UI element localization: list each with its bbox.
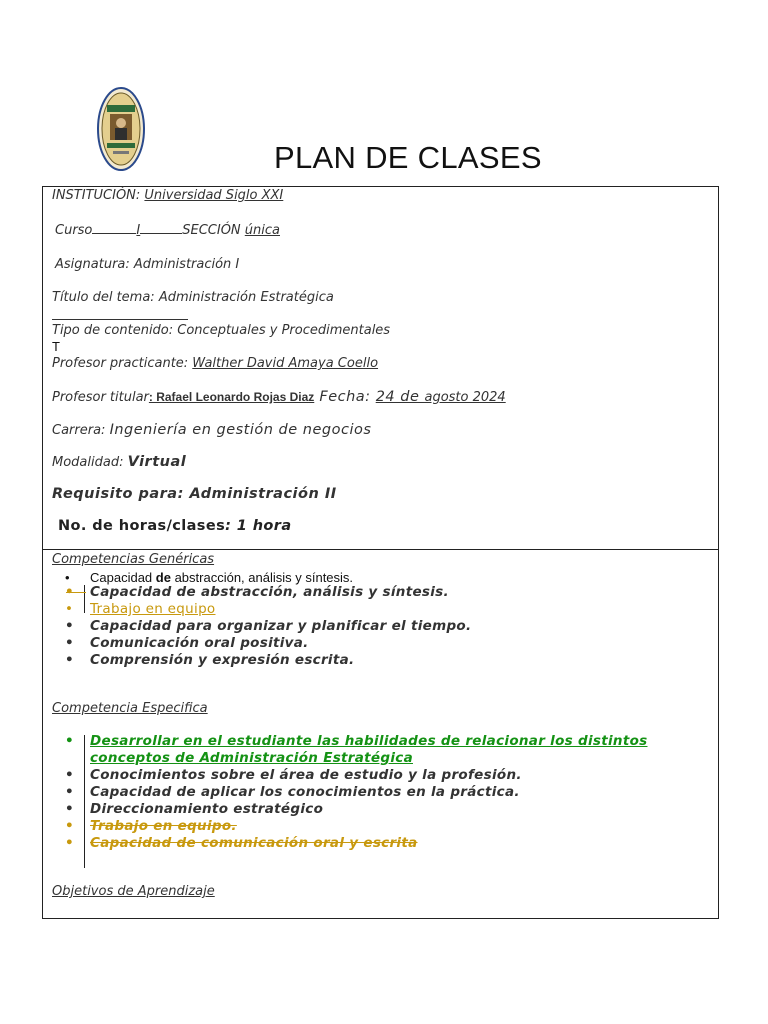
change-bar	[84, 735, 85, 868]
institucion-value: Universidad Siglo XXI	[144, 188, 284, 203]
list-item: • Conocimientos sobre el área de estudio y la profesión.	[65, 767, 522, 783]
curso-row	[55, 221, 280, 238]
fecha-month-year: agosto 2024	[424, 390, 506, 405]
list-item: • Direccionamiento estratégico	[65, 801, 324, 817]
curso-value: I	[136, 223, 141, 238]
list-item: • Capacidad de abstracción, análisis y síntesis.	[65, 584, 449, 600]
horas-value: : 1 hora	[225, 518, 292, 534]
list-item: • Capacidad de comunicación oral y escrita	[65, 835, 418, 851]
change-bar	[84, 585, 85, 613]
institucion-row	[52, 188, 283, 203]
profesor-practicante-label: Profesor practicante:	[52, 356, 193, 371]
fecha-label: Fecha:	[314, 389, 376, 405]
list-item: • Comunicación oral positiva.	[65, 635, 309, 651]
titulo-tema: Título del tema: Administración Estratégica	[52, 290, 334, 305]
horas-row	[58, 518, 292, 534]
table-divider	[42, 549, 719, 550]
modalidad-row	[52, 454, 186, 470]
competencia-especifica-heading: Competencia Especifica	[52, 701, 208, 716]
list-item: • Trabajo en equipo	[65, 601, 216, 617]
asignatura: Asignatura: Administración I	[55, 257, 240, 272]
competencia-especifica-list	[52, 733, 648, 852]
profesor-practicante-row	[52, 356, 378, 371]
profesor-titular-row	[52, 389, 506, 405]
page-title: PLAN DE CLASES	[274, 140, 542, 175]
carrera-label: Carrera:	[52, 423, 110, 438]
list-item: • Desarrollar en el estudiante las habilidades de relacionar los distintos conceptos de Administración Estratégica	[65, 733, 648, 766]
objetivos-heading: Objetivos de Aprendizaje	[52, 884, 215, 899]
institucion-label: INSTITUCIÓN:	[52, 188, 145, 203]
fecha-day: 24 de	[375, 389, 425, 405]
modalidad-label: Modalidad:	[52, 455, 128, 470]
profesor-titular-value: : Rafael Leonardo Rojas Diaz	[148, 390, 315, 404]
stray-letter: T	[52, 339, 60, 354]
seccion-value: única	[244, 223, 280, 238]
university-seal-icon	[97, 87, 145, 171]
curso-label: Curso	[55, 223, 93, 238]
list-item: • Trabajo en equipo.	[65, 818, 237, 834]
profesor-titular-label: Profesor titular	[52, 390, 149, 405]
requisito: Requisito para: Administración II	[52, 486, 337, 502]
tipo-contenido: Tipo de contenido: Conceptuales y Procedimentales	[52, 323, 391, 338]
change-mark	[66, 592, 86, 593]
competencias-genericas-heading: Competencias Genéricas	[52, 552, 215, 567]
carrera-row	[52, 422, 371, 438]
blank-rule	[52, 319, 188, 320]
list-item: • Capacidad para organizar y planificar el tiempo.	[65, 618, 472, 634]
list-item: • Capacidad de aplicar los conocimientos en la práctica.	[65, 784, 520, 800]
seccion-label: SECCIÓN	[182, 223, 245, 238]
profesor-practicante-value: Walther David Amaya Coello	[192, 356, 379, 371]
horas-label: No. de horas/clases	[58, 518, 226, 534]
list-item: • Comprensión y expresión escrita.	[65, 652, 355, 668]
competencias-genericas-list	[52, 584, 471, 669]
list-item: • Capacidad de abstracción, análisis y síntesis.	[65, 570, 354, 585]
carrera-value: Ingeniería en gestión de negocios	[109, 422, 372, 438]
modalidad-value: Virtual	[127, 454, 187, 470]
